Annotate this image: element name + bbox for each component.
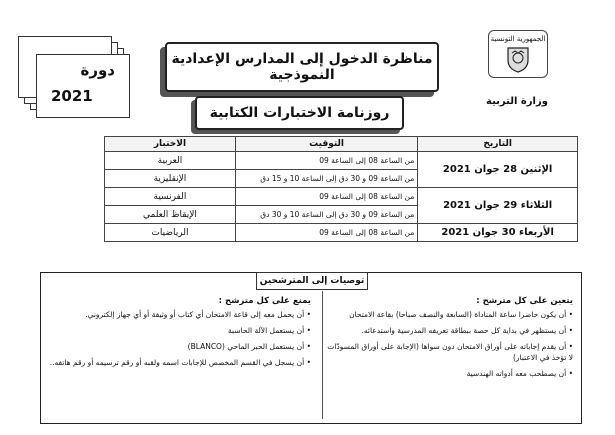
tunisia-emblem-icon — [505, 45, 531, 73]
advice-forbidden-column — [49, 295, 311, 374]
exam-subject: الفرنسية — [105, 188, 236, 206]
table-header-row — [105, 137, 578, 152]
header-subject: الاختبار — [105, 137, 236, 152]
session-card-front — [36, 54, 130, 118]
exam-subject: الإنقليزية — [105, 170, 236, 188]
advice-must-item: • أن يصطحب معه أدواته الهندسية — [466, 368, 573, 378]
exam-time: من الساعة 09 و 30 دق إلى الساعة 10 و 30 دق — [235, 206, 417, 224]
advice-must-heading: يتعين على كل مترشح : — [476, 296, 573, 306]
table-row — [105, 152, 578, 170]
advice-must-item: • أن يقدم إجاباته على أوراق الامتحان دون سواها (الإجابة على أوراق المسودّات لا تؤخذ في الاعتبار) — [327, 342, 573, 362]
exam-time: من الساعة 09 و 30 دق إلى الساعة 10 و 15 دق — [235, 170, 417, 188]
table-row — [105, 224, 578, 242]
advice-forbidden-item: • أن يحمل معه إلى قاعة الامتحان أي كتاب أو وثيقة أو أي جهاز إلكتروني. — [85, 310, 311, 320]
main-title-banner — [165, 42, 439, 92]
table-row — [105, 188, 578, 206]
advice-forbidden-item: • أن يستعمل الحبر الماحي (BLANCO) — [187, 342, 311, 352]
exam-date: الأربعاء 30 جوان 2021 — [418, 224, 578, 242]
advice-forbidden-item: • أن يسجل في القسم المخصص للإجابات اسمه ولقبه أو رقم ترسيمه أو رقم هاتفه.. — [49, 357, 311, 367]
ministry-logo — [488, 30, 548, 78]
advice-must-item: • أن يستظهر في بداية كل حصة ببطاقة تعريفه المدرسية واستدعائه. — [361, 326, 573, 336]
exam-subject: الإيقاظ العلمي — [105, 206, 236, 224]
advice-title: توصيات إلى المترشحين — [256, 272, 368, 290]
advice-forbidden-item: • أن يستعمل الآلة الحاسبة — [228, 326, 311, 336]
advice-forbidden-heading: يمنع على كل مترشح : — [218, 296, 311, 306]
exam-subject: العربية — [105, 152, 236, 170]
ministry-logo-text: الجمهورية التونسية — [490, 35, 546, 43]
main-title: مناظرة الدخول إلى المدارس الإعدادية النموذجية — [171, 51, 433, 83]
exam-time: من الساعة 08 إلى الساعة 09 — [235, 188, 417, 206]
advice-section — [40, 272, 582, 424]
header-time: التوقيت — [235, 137, 417, 152]
exam-date: الإثنين 28 جوان 2021 — [418, 152, 578, 188]
exam-time: من الساعة 08 إلى الساعة 09 — [235, 224, 417, 242]
subtitle-banner — [195, 96, 404, 130]
header-date: التاريخ — [418, 137, 578, 152]
exam-schedule-table — [104, 136, 578, 242]
exam-time: من الساعة 08 إلى الساعة 09 — [235, 152, 417, 170]
advice-divider — [322, 291, 323, 419]
session-year: 2021 — [51, 87, 93, 105]
advice-must-column — [325, 295, 573, 385]
subtitle: روزنامة الاختبارات الكتابية — [209, 105, 390, 121]
exam-subject: الرياضيات — [105, 224, 236, 242]
ministry-name: وزارة التربية — [486, 96, 548, 107]
session-label: دورة — [80, 61, 115, 79]
advice-must-item: • أن يكون حاضرا ساعة المناداة (السابعة والنصف صباحا) بقاعة الامتحان — [349, 310, 573, 320]
exam-date: الثلاثاء 29 جوان 2021 — [418, 188, 578, 224]
